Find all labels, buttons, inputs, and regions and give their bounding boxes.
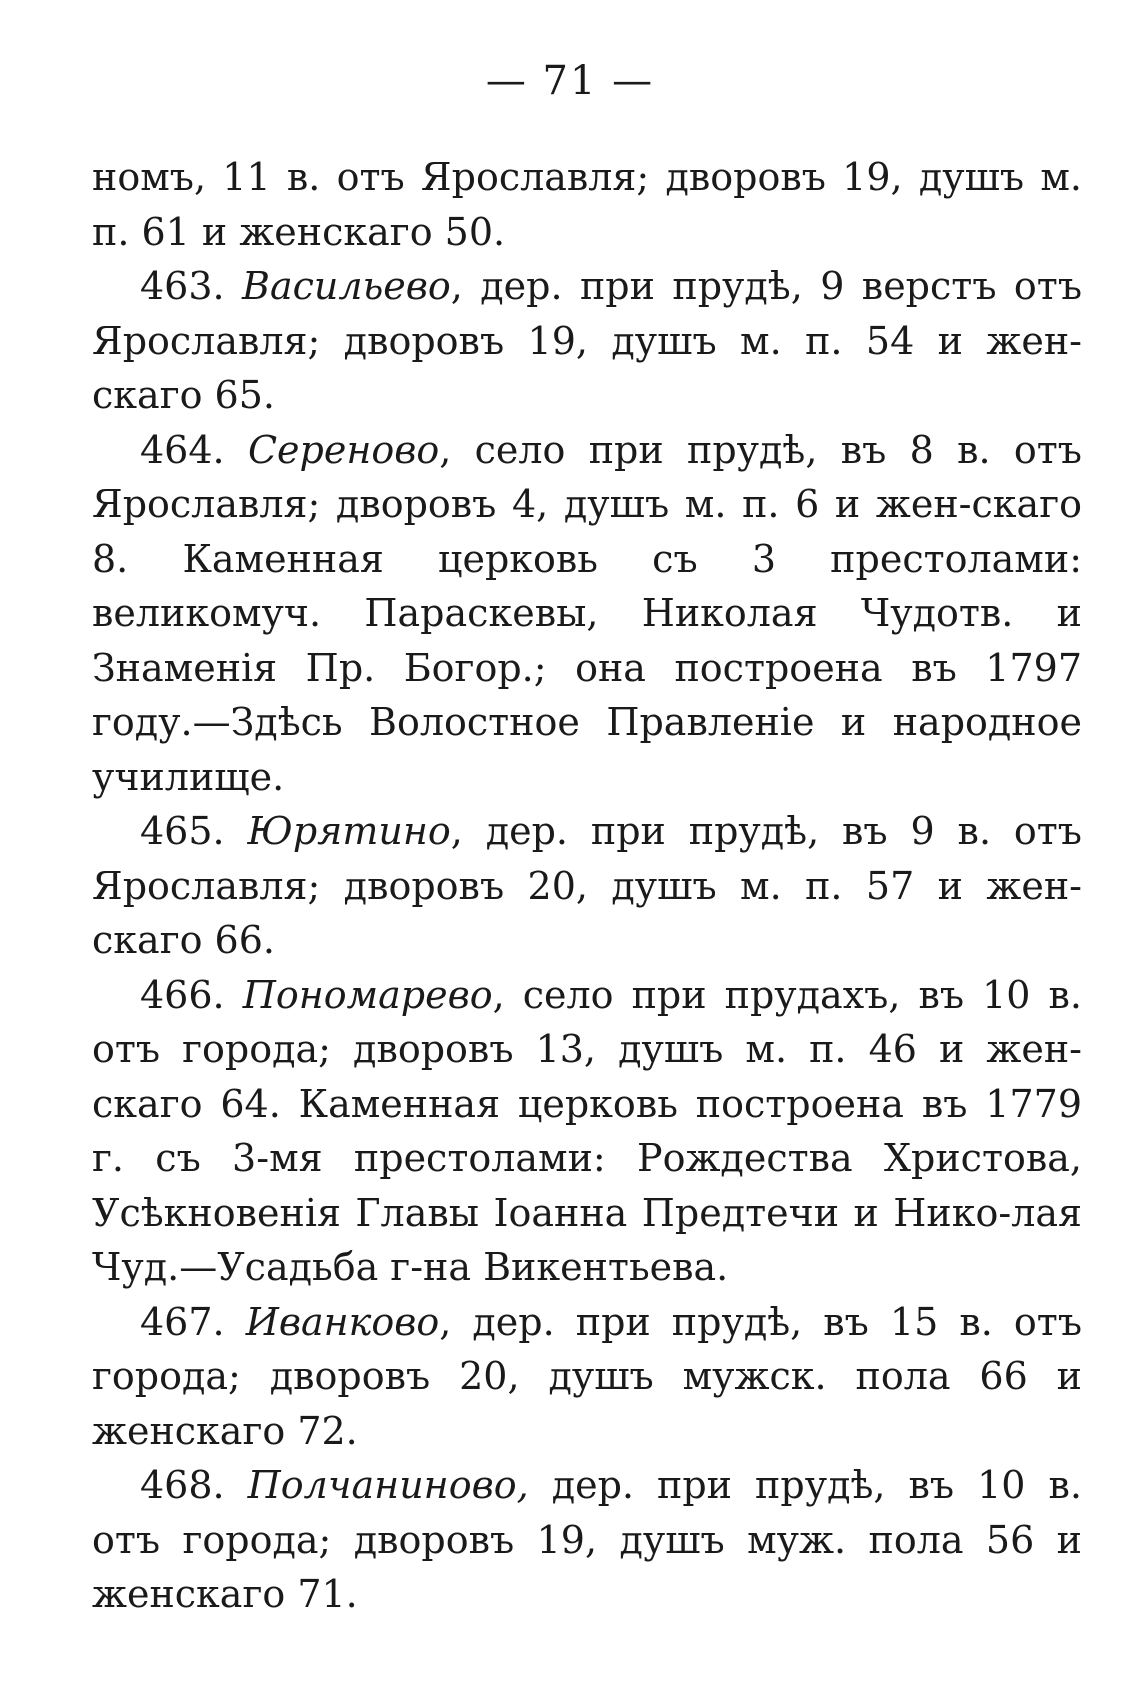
page-number: — 71 — <box>485 58 655 104</box>
entry-number: 468. <box>140 1463 225 1507</box>
entry-468 <box>92 1458 1082 1622</box>
entry-number: 465. <box>140 809 225 853</box>
entry-number: 466. <box>140 972 225 1017</box>
place-name: Сереново <box>247 427 440 472</box>
entry-464 <box>92 423 1082 805</box>
place-name: Полчаниново, <box>247 1463 529 1507</box>
entry-text: дер. при прудѣ, въ 10 в. отъ города; дворовъ 19, душъ муж. пола 56 и женскаго 71. <box>92 1463 1082 1616</box>
entry-number: 467. <box>140 1299 225 1344</box>
entry-text: , дер. при прудѣ, въ 15 в. отъ города; дворовъ 20, душъ мужск. пола 66 и женскаго 72. <box>92 1299 1082 1453</box>
entry-text: , село при прудѣ, въ 8 в. отъ Ярославля; дворовъ 4, душъ м. п. 6 и жен-скаго 8. Каменная церковь съ 3 престолами: великомуч. Параскевы, Николая Чудотв. и Знаменія Пр. Богор.; она построена въ 1797 году.—Здѣсь Волостное Правленіе и народное училище. <box>92 427 1082 799</box>
entry-number: 464. <box>140 427 225 472</box>
place-name: Васильево <box>242 264 451 308</box>
place-name: Иванково <box>245 1299 440 1344</box>
place-name: Пономарево <box>242 972 493 1017</box>
entry-467 <box>92 1295 1082 1459</box>
entry-text: , дер. при прудѣ, въ 9 в. отъ Ярославля; дворовъ 20, душъ м. п. 57 и жен-скаго 66. <box>92 809 1082 962</box>
entry-465 <box>92 804 1082 968</box>
entry-number: 463. <box>140 264 225 308</box>
page-text <box>92 150 1082 1622</box>
place-name: Юрятино <box>247 809 451 853</box>
entry-463 <box>92 259 1082 423</box>
continued-paragraph: номъ, 11 в. отъ Ярославля; дворовъ 19, душъ м. п. 61 и женскаго 50. <box>92 155 1082 254</box>
entry-text: , дер. при прудѣ, 9 верстъ отъ Ярославля; дворовъ 19, душъ м. п. 54 и жен-скаго 65. <box>92 264 1082 417</box>
entry-466 <box>92 968 1082 1295</box>
entry-text: , село при прудахъ, въ 10 в. отъ города; дворовъ 13, душъ м. п. 46 и жен-скаго 64. Каменная церковь построена въ 1779 г. съ 3-мя престолами: Рождества Христова, Усѣкновенія Главы Іоанна Предтечи и Нико-лая Чуд.—Усадьба г-на Викентьева. <box>92 972 1082 1289</box>
